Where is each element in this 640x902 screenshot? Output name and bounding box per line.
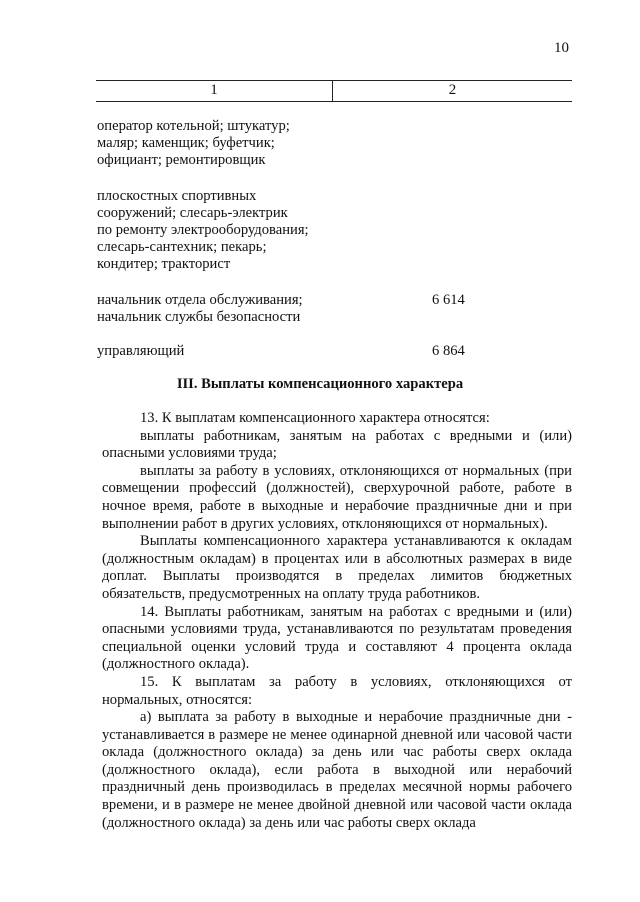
table-header-col2: 2 <box>448 82 457 98</box>
paragraph: Выплаты компенсационного характера устанавливаются к окладам (должностным окладам) в процентах или в абсолютных размерах в виде доплат. Выплаты производятся в пределах лимитов бюджетных обязательств, предусмотренных на оплату труда работников. <box>102 533 572 602</box>
row-text-line: кондитер; тракторист <box>97 256 231 272</box>
row-text-line: официант; ремонтировщик <box>97 152 266 168</box>
row-value: 6 864 <box>432 343 465 359</box>
paragraph: а) выплата за работу в выходные и нерабочие праздничные дни - устанавливается в размере не менее одинарной дневной или часовой части оклада (должностного оклада) за день или час работы сверх оклада (должностного оклада), если работа в выходной или нерабочий праздничный день производилась в пределах месячной нормы рабочего времени, и в размере не менее двойной дневной или часовой части оклада (должностного оклада) за день или час работы сверх оклада <box>102 709 572 831</box>
table-header-col1: 1 <box>210 82 218 98</box>
page-number: 10 <box>554 40 569 56</box>
row-value: 6 614 <box>432 292 465 308</box>
row-text-line: управляющий <box>97 343 185 359</box>
paragraph: выплаты за работу в условиях, отклоняющихся от нормальных (при совмещении профессий (должностей), сверхурочной работе, работе в ночное время, работе в выходные и нерабочие праздничные дни и при выполнении работ в других условиях, отклоняющихся от нормальных). <box>102 462 572 532</box>
row-text-line: начальник отдела обслуживания; <box>97 292 303 308</box>
row-text-line: начальник службы безопасности <box>97 309 301 325</box>
row-text-line: слесарь-сантехник; пекарь; <box>97 239 267 255</box>
paragraph: 13. К выплатам компенсационного характера относятся: <box>140 410 490 426</box>
table-header <box>96 80 572 102</box>
section-heading: III. Выплаты компенсационного характера <box>176 376 464 392</box>
row-text-line: плоскостных спортивных <box>97 188 257 204</box>
paragraph: 15. К выплатам за работу в условиях, отклоняющихся от нормальных, относятся: <box>102 673 572 708</box>
row-text-line: по ремонту электрооборудования; <box>97 222 309 238</box>
row-text-line: оператор котельной; штукатур; <box>97 118 290 134</box>
body-text <box>102 410 572 832</box>
row-text-line: маляр; каменщик; буфетчик; <box>97 135 275 151</box>
paragraph: 14. Выплаты работникам, занятым на работах с вредными и (или) опасными условиями труда, устанавливаются по результатам проведения специальной оценки условий труда и составляют 4 процента оклада (должностного оклада). <box>102 603 572 673</box>
paragraph: выплаты работникам, занятым на работах с вредными и (или) опасными условиями труда; <box>102 427 572 462</box>
row-text-line: сооружений; слесарь-электрик <box>97 205 288 221</box>
